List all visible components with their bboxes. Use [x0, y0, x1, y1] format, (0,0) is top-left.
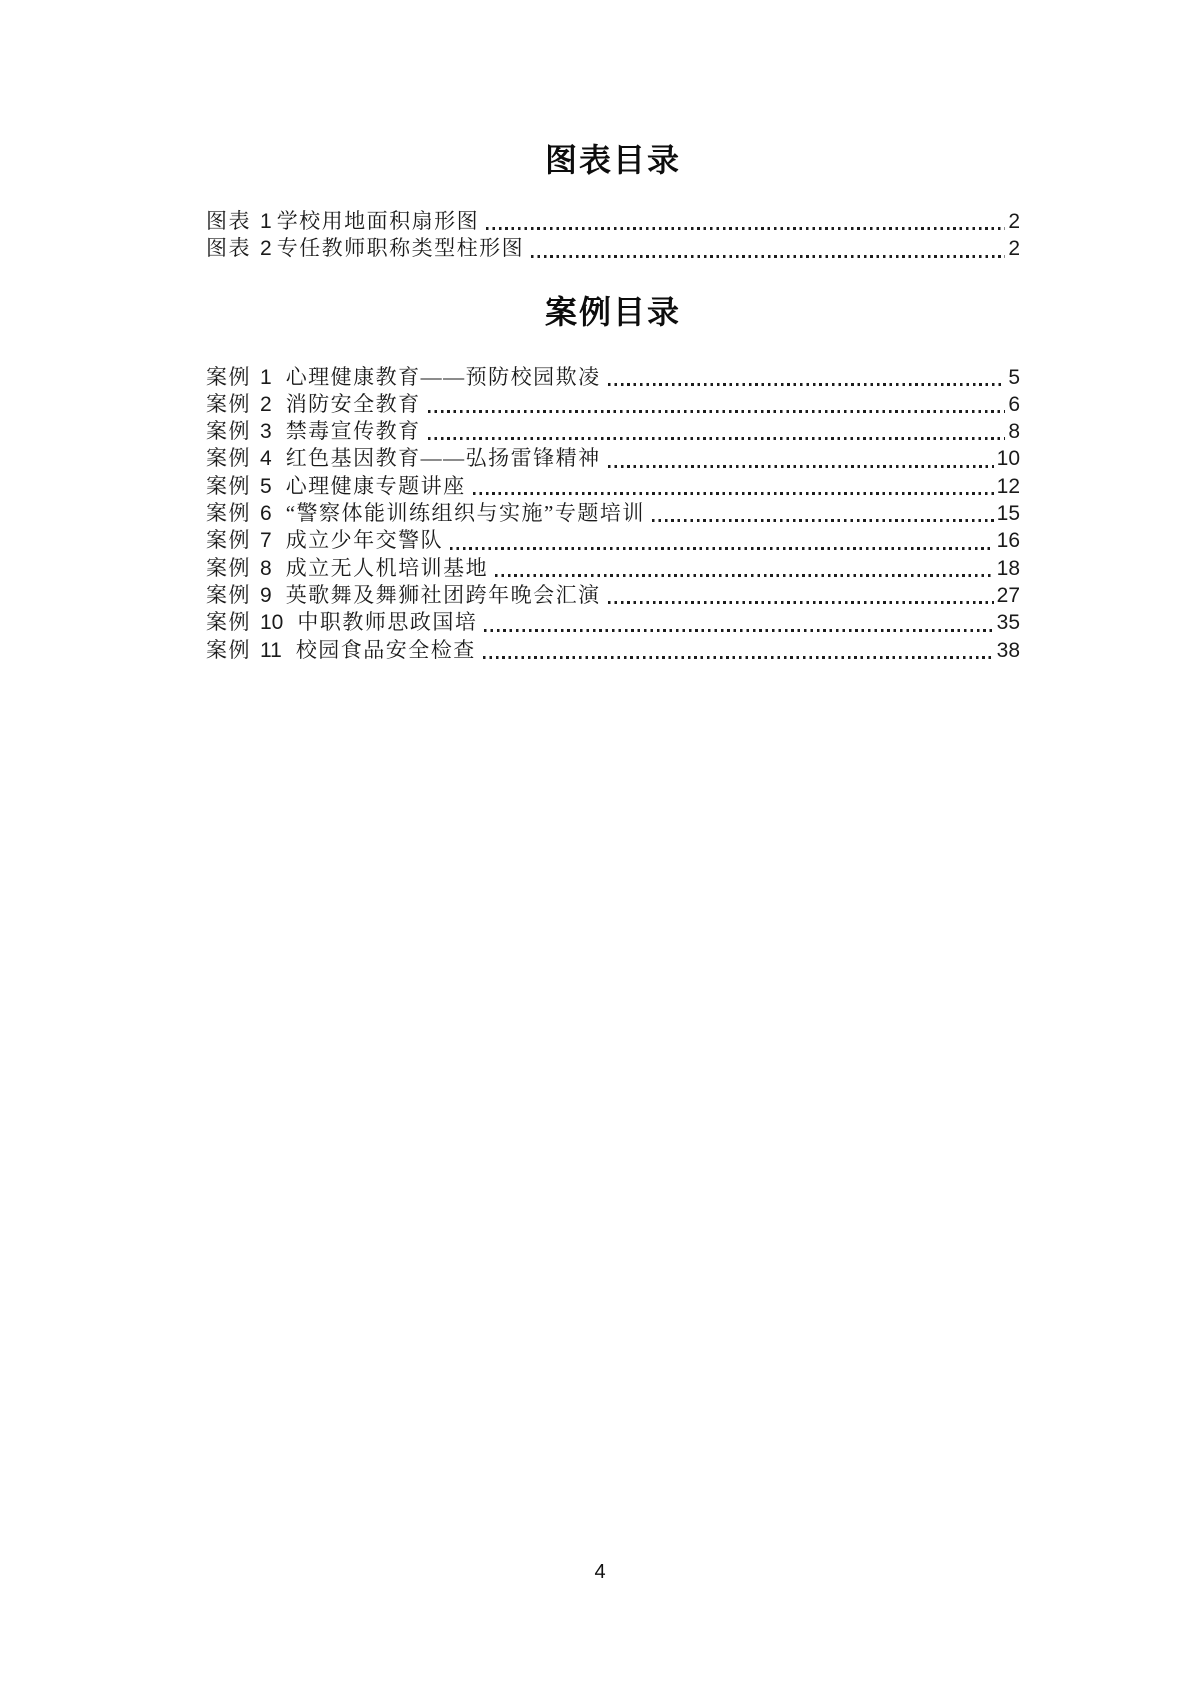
entry-title: 禁毒宣传教育	[285, 419, 421, 444]
entry-number: 8	[260, 556, 272, 580]
entry-number: 10	[260, 611, 284, 635]
entry-page-number: 2	[1008, 237, 1020, 261]
entry-number: 6	[260, 502, 272, 526]
case-toc-entry[interactable]	[206, 637, 1020, 664]
entry-prefix: 图表	[206, 236, 251, 261]
dot-leader	[608, 465, 994, 468]
footer-page-number: 4	[594, 1561, 606, 1583]
entry-number: 5	[260, 474, 272, 498]
entry-number: 2	[260, 392, 272, 416]
entry-prefix: 案例	[206, 582, 251, 607]
entry-title: 消防安全教育	[285, 391, 421, 416]
case-toc-entry[interactable]	[206, 527, 1020, 554]
entry-prefix: 案例	[206, 610, 251, 635]
case-toc-entry[interactable]	[206, 582, 1020, 609]
case-toc-list	[206, 364, 1020, 664]
figure-toc-title: 图表目录	[544, 142, 681, 178]
dot-leader	[484, 629, 993, 632]
dot-leader	[486, 227, 1005, 230]
entry-page-number: 5	[1008, 365, 1020, 389]
entry-number: 1	[260, 365, 272, 389]
entry-title: 专任教师职称类型柱形图	[276, 236, 525, 261]
entry-title: 校园食品安全检查	[295, 637, 476, 662]
entry-number: 7	[260, 529, 272, 553]
entry-prefix: 案例	[206, 637, 251, 662]
entry-page-number: 35	[996, 611, 1020, 635]
figure-toc-entry[interactable]	[206, 208, 1020, 235]
dot-leader	[531, 255, 1005, 258]
entry-prefix: 案例	[206, 528, 251, 553]
entry-number: 4	[260, 447, 272, 471]
entry-title: 成立无人机培训基地	[285, 555, 489, 580]
entry-title: 英歌舞及舞狮社团跨年晚会汇演	[285, 582, 601, 607]
entry-page-number: 6	[1008, 392, 1020, 416]
entry-page-number: 38	[996, 638, 1020, 662]
entry-page-number: 8	[1008, 420, 1020, 444]
toc-content	[206, 138, 1020, 664]
entry-title: “警察体能训练组织与实施”专题培训	[285, 501, 645, 526]
entry-page-number: 15	[996, 502, 1020, 526]
entry-prefix: 案例	[206, 473, 251, 498]
entry-prefix: 案例	[206, 501, 251, 526]
entry-number: 1	[260, 210, 272, 233]
dot-leader	[473, 492, 994, 495]
entry-prefix: 案例	[206, 446, 251, 471]
case-toc-entry[interactable]	[206, 473, 1020, 500]
case-toc-entry[interactable]	[206, 391, 1020, 418]
dot-leader	[428, 437, 1006, 440]
case-toc-entry[interactable]	[206, 445, 1020, 472]
entry-page-number: 10	[996, 447, 1020, 471]
case-toc-entry[interactable]	[206, 609, 1020, 636]
entry-prefix: 图表	[206, 209, 251, 233]
entry-number: 9	[260, 583, 272, 607]
dot-leader	[483, 656, 994, 659]
dot-leader	[652, 519, 994, 522]
case-toc-entry[interactable]	[206, 555, 1020, 582]
page-footer	[0, 1560, 1200, 1584]
entry-number: 11	[260, 638, 282, 662]
entry-number: 2	[260, 237, 272, 261]
dot-leader	[608, 383, 1006, 386]
dot-leader	[428, 410, 1006, 413]
entry-page-number: 16	[996, 529, 1020, 553]
case-toc-entry[interactable]	[206, 364, 1020, 391]
entry-page-number: 12	[996, 474, 1020, 498]
dot-leader	[450, 547, 993, 550]
dot-leader	[495, 574, 993, 577]
case-toc-entry[interactable]	[206, 500, 1020, 527]
entry-prefix: 案例	[206, 364, 251, 389]
entry-page-number: 2	[1008, 210, 1020, 233]
case-toc-title: 案例目录	[544, 293, 681, 330]
entry-title: 学校用地面积扇形图	[276, 209, 480, 233]
entry-title: 红色基因教育——弘扬雷锋精神	[285, 446, 601, 471]
dot-leader	[608, 601, 994, 604]
entry-page-number: 27	[996, 583, 1020, 607]
entry-number: 3	[260, 420, 272, 444]
figure-toc-list	[206, 208, 1020, 263]
entry-title: 中职教师思政国培	[297, 610, 478, 635]
entry-prefix: 案例	[206, 555, 251, 580]
entry-title: 心理健康教育——预防校园欺凌	[285, 364, 601, 389]
case-toc-entry[interactable]	[206, 418, 1020, 445]
entry-prefix: 案例	[206, 391, 251, 416]
figure-toc-entry[interactable]	[206, 235, 1020, 262]
entry-page-number: 18	[996, 556, 1020, 580]
entry-title: 心理健康专题讲座	[285, 473, 466, 498]
entry-title: 成立少年交警队	[285, 528, 444, 553]
entry-prefix: 案例	[206, 419, 251, 444]
